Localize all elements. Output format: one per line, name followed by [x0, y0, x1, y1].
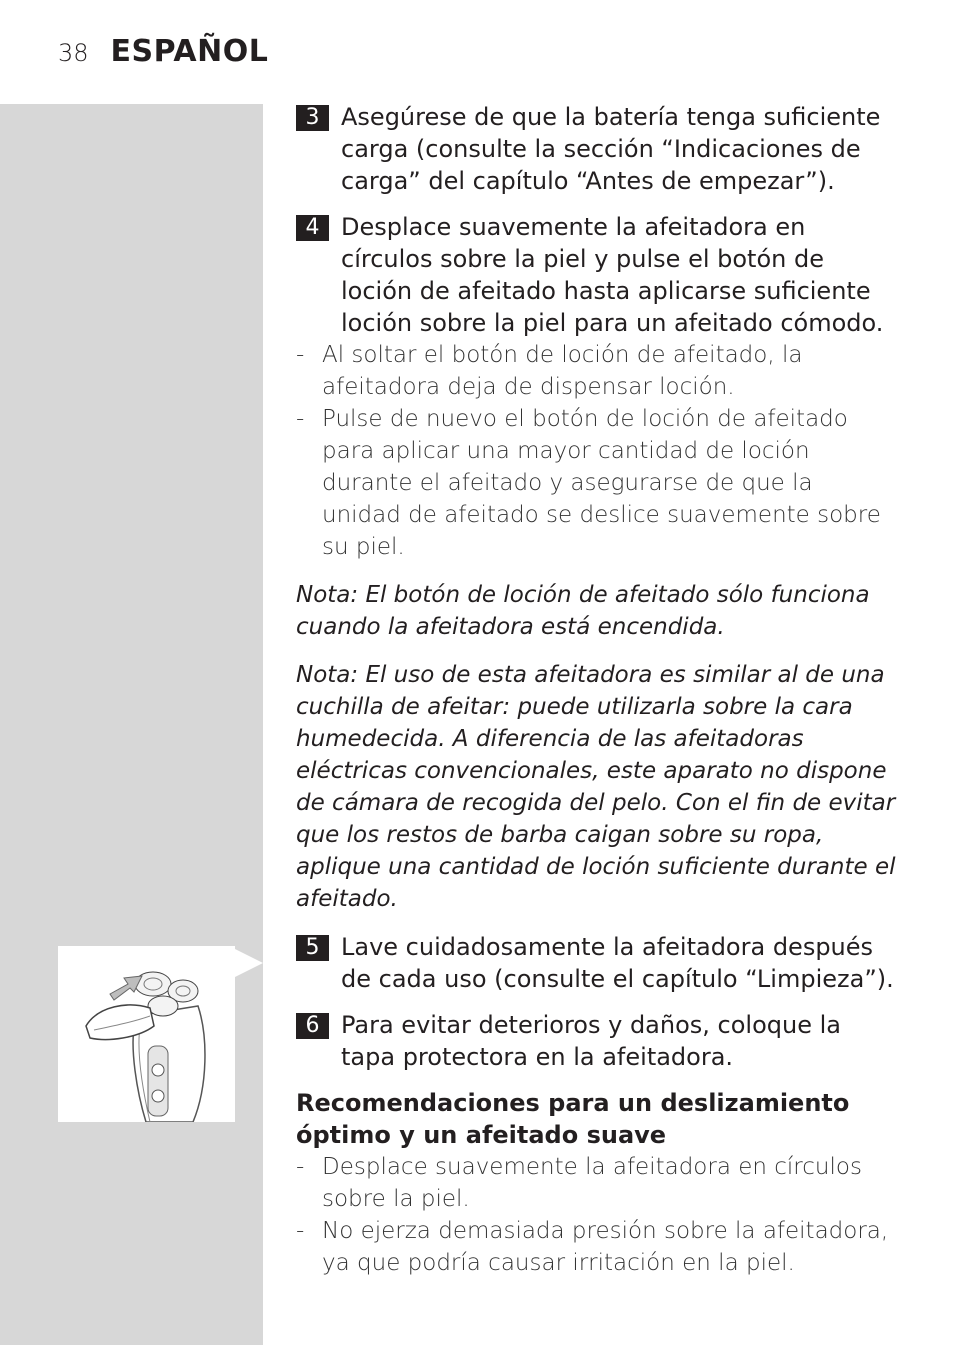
- step-text: Para evitar deterioros y daños, coloque la tapa protectora en la afeitadora.: [341, 1011, 841, 1071]
- step-4-bullets: [296, 339, 896, 563]
- list-item: - Desplace suavemente la afeitadora en círculos sobre la piel.: [296, 1154, 862, 1212]
- tips-list: [296, 1151, 896, 1279]
- main-content: [296, 101, 896, 1295]
- step-3: [296, 101, 896, 197]
- step-text: Asegúrese de que la batería tenga suficiente carga (consulte la sección “Indicaciones de carga” del capítulo “Antes de empezar”).: [341, 103, 881, 195]
- tips-heading: Recomendaciones para un deslizamiento óptimo y un afeitado suave: [296, 1089, 850, 1149]
- step-5: [296, 931, 896, 995]
- sidebar-band: [0, 104, 263, 1345]
- note-lotion-button: Nota: El botón de loción de afeitado sólo funciona cuando la afeitadora está encendida.: [296, 582, 870, 640]
- step-number: 5: [296, 935, 329, 961]
- step-number: 6: [296, 1013, 329, 1039]
- list-item: - No ejerza demasiada presión sobre la afeitadora, ya que podría causar irritación en la piel.: [296, 1218, 889, 1276]
- illustration-pointer: [235, 949, 263, 977]
- note-usage: Nota: El uso de esta afeitadora es similar al de una cuchilla de afeitar: puede utilizarla sobre la cara humedecida. A diferencia de las afeitadoras eléctricas convencionales, este aparato no dispone de cámara de recogida del pelo. Con el fin de evitar que los restos de barba caigan sobre su ropa, aplique una cantidad de loción suficiente durante el afeitado.: [296, 662, 896, 912]
- page-number: 38: [58, 39, 89, 67]
- step-6: [296, 1009, 896, 1073]
- list-item: - Pulse de nuevo el botón de loción de afeitado para aplicar una mayor cantidad de loción durante el afeitado y asegurarse de que la unidad de afeitado se deslice suavemente sobre su piel.: [296, 406, 881, 560]
- step-number: 4: [296, 215, 329, 241]
- step-number: 3: [296, 105, 329, 131]
- shaver-protective-cap-icon: [58, 946, 235, 1122]
- step-text: Lave cuidadosamente la afeitadora después de cada uso (consulte el capítulo “Limpieza”).: [341, 933, 894, 993]
- page-header: [58, 34, 268, 69]
- step-text: Desplace suavemente la afeitadora en círculos sobre la piel y pulse el botón de loción de afeitado hasta aplicarse suficiente loción sobre la piel para un afeitado cómodo.: [341, 213, 884, 337]
- list-item: - Al soltar el botón de loción de afeitado, la afeitadora deja de dispensar loción.: [296, 342, 803, 400]
- section-title: ESPAÑOL: [110, 34, 269, 69]
- step-4: [296, 211, 896, 339]
